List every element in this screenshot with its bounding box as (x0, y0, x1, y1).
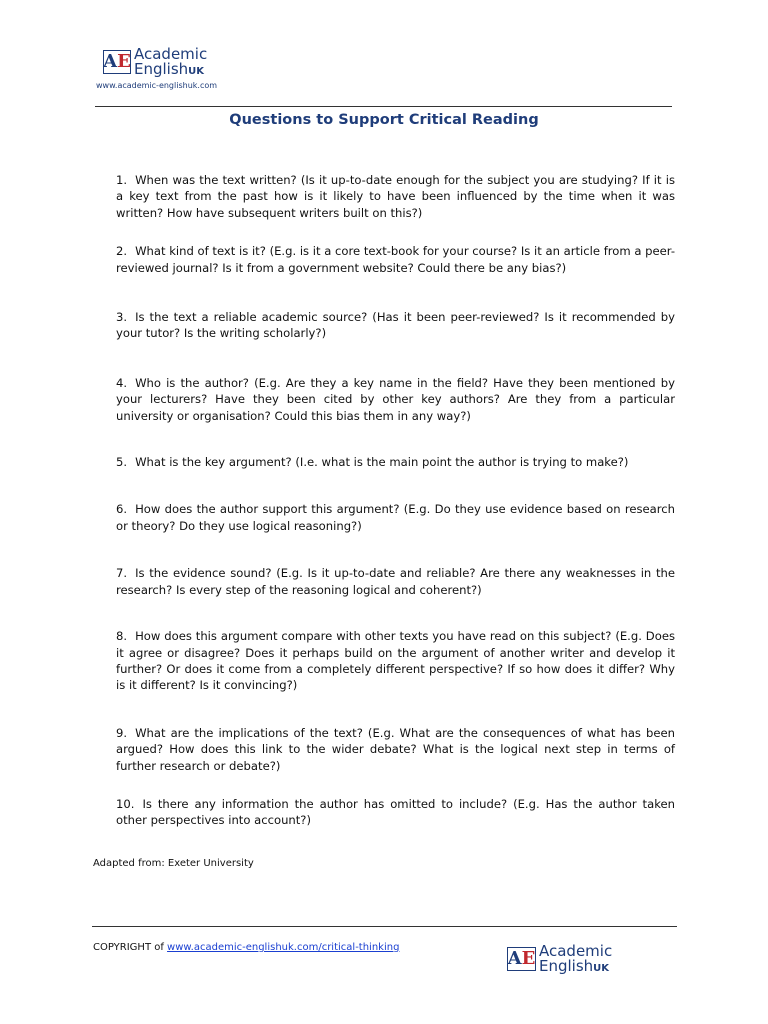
ae-logo-icon (507, 947, 536, 971)
logo-suffix-uk: UK (188, 66, 205, 77)
logo-line-1: Academic (539, 942, 613, 960)
logo-mark-a: A (103, 51, 118, 72)
logo-mark-e: E (117, 51, 131, 72)
question-text: Who is the author? (E.g. Are they a key name in the field? Have they been mentioned by your lecturers? Have they been cited by other key authors? Are they from a particular university or organisation? Could this bias them in any way?) (116, 375, 675, 423)
question-item (116, 243, 675, 276)
question-text: Is there any information the author has omitted to include? (E.g. Has the author taken other perspectives into account?) (116, 796, 675, 828)
question-number: 9. (116, 725, 128, 740)
question-number: 3. (116, 310, 128, 325)
ae-logo-icon (103, 50, 131, 74)
question-item (116, 796, 675, 829)
question-item (116, 375, 675, 424)
question-number: 8. (116, 629, 128, 644)
page-title: Questions to Support Critical Reading (229, 112, 539, 128)
logo-line-2 (539, 959, 612, 974)
question-item (116, 565, 675, 598)
copyright-line (93, 942, 399, 953)
logo-line-2-text: English (134, 60, 189, 78)
site-url: www.academic-englishuk.com (96, 81, 218, 90)
question-number: 10. (116, 796, 135, 811)
question-text: How does this argument compare with other texts you have read on this subject? (E.g. Does it agree or disagree? Does it perhaps build on the argument of another writer and develop it further? Or does it come from a completely different perspective? If so how does it differ? Why is it different? Is it convincing?) (116, 629, 675, 693)
question-item (116, 628, 675, 694)
question-number: 1. (116, 173, 128, 187)
question-text: What kind of text is it? (E.g. is it a core text-book for your course? Is it an article from a peer-reviewed journal? Is it from a government website? Could there be any bias?) (116, 244, 675, 275)
academic-english-uk-logo (103, 47, 207, 77)
logo-mark-e: E (521, 948, 536, 969)
logo-line-1: Academic (134, 45, 208, 63)
question-item (116, 454, 675, 470)
logo-wordmark (539, 944, 612, 974)
question-item (116, 501, 675, 534)
question-number: 7. (116, 566, 128, 581)
question-item (116, 309, 675, 342)
questions-list (116, 172, 675, 829)
academic-english-uk-footer-logo (507, 944, 612, 974)
adapted-from-note: Adapted from: Exeter University (93, 858, 254, 869)
header-divider (95, 106, 672, 107)
question-text: What are the implications of the text? (E.g. What are the consequences of what has been argued? How does this link to the wider debate? What is the logical next step in terms of further research or debate?) (116, 725, 675, 773)
logo-line-2-text: English (539, 957, 594, 975)
logo-mark-a: A (507, 948, 522, 969)
logo-line-2 (134, 62, 207, 77)
question-number: 5. (116, 455, 128, 470)
question-text: Is the evidence sound? (E.g. Is it up-to-date and reliable? Are there any weaknesses in the research? Is every step of the reasoning logical and coherent?) (116, 566, 675, 597)
question-number: 4. (116, 375, 128, 390)
logo-wordmark (134, 47, 207, 77)
question-number: 2. (116, 244, 128, 259)
question-text: When was the text written? (Is it up-to-date enough for the subject you are studying? If it is a key text from the past how is it likely to have been influenced by the time when it was written? How have subsequent writers built on this?) (116, 173, 675, 220)
question-item (116, 725, 675, 774)
question-number: 6. (116, 502, 128, 517)
copyright-prefix: COPYRIGHT of (93, 942, 168, 953)
question-text: How does the author support this argument? (E.g. Do they use evidence based on research or theory? Do they use logical reasoning?) (116, 502, 675, 533)
question-text: Is the text a reliable academic source? (Has it been peer-reviewed? Is it recommended by your tutor? Is the writing scholarly?) (116, 310, 675, 341)
copyright-link[interactable]: www.academic-englishuk.com/critical-thinking (167, 942, 400, 953)
question-text: What is the key argument? (I.e. what is the main point the author is trying to make?) (135, 455, 629, 470)
question-item (116, 172, 675, 221)
footer-divider (92, 926, 677, 927)
logo-suffix-uk: UK (593, 963, 610, 974)
